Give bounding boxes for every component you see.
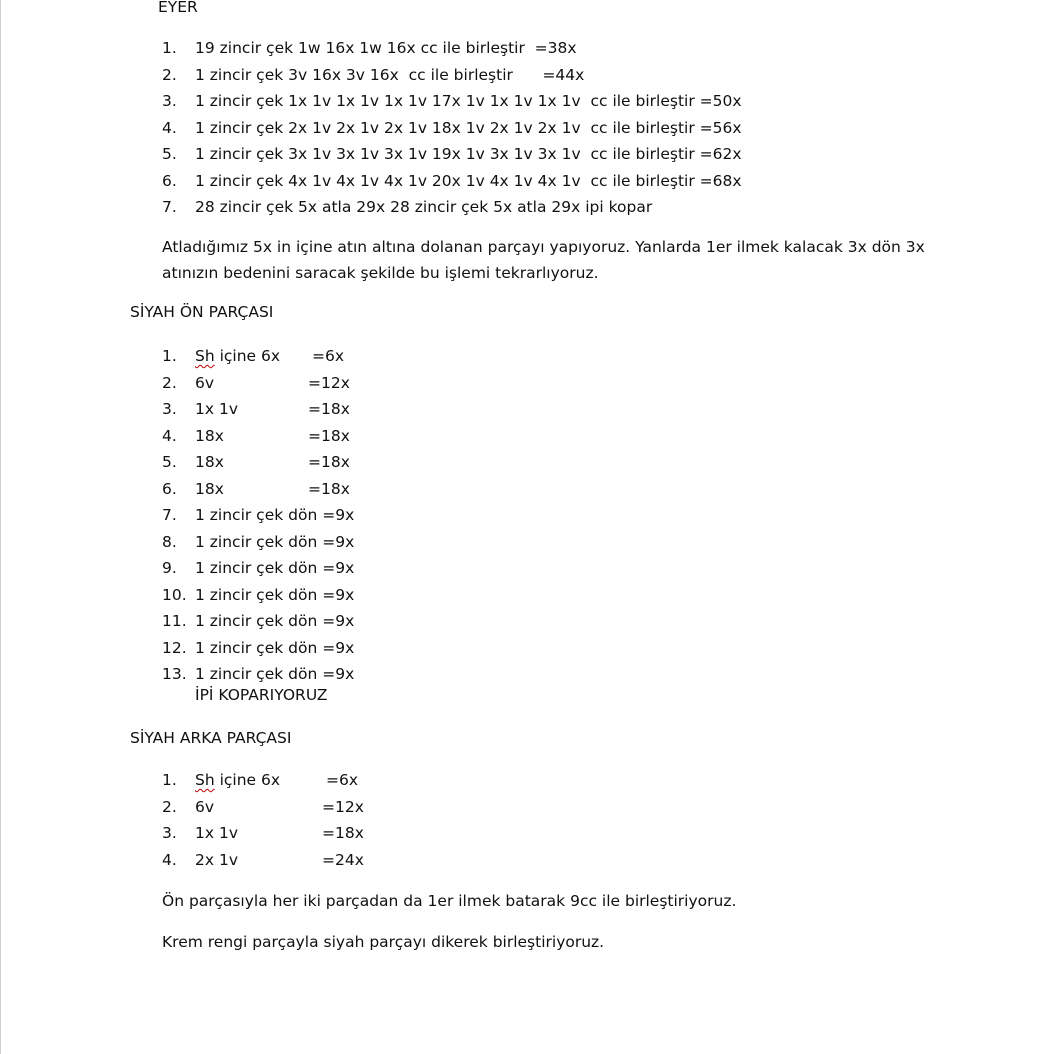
item-number: 2.	[162, 373, 177, 392]
item-text: 1 zincir çek dön =9x	[195, 585, 355, 604]
item-text: 1 zincir çek dön =9x	[195, 559, 355, 577]
item-text: 18x	[195, 479, 224, 498]
item-number: 11.	[162, 612, 187, 630]
item-number: 4.	[162, 118, 177, 137]
item-text: 1 zincir çek dön =9x	[195, 638, 355, 657]
section-title-front: SİYAH ÖN PARÇASI	[130, 303, 274, 321]
item-number: 5.	[162, 453, 177, 471]
item-text: 1 zincir çek 2x 1v 2x 1v 2x 1v 18x 1v 2x 1v 2x 1v cc ile birleştir =56x	[195, 118, 742, 137]
item-text: 19 zincir çek 1w 16x 1w 16x cc ile birleştir =38x	[195, 39, 577, 57]
item-result: =12x	[322, 797, 364, 816]
eyer-list	[162, 35, 982, 221]
item-text: 6v	[195, 797, 215, 816]
item-text: içine 6x	[214, 347, 281, 365]
item-text: 1 zincir çek dön =9x	[195, 532, 355, 551]
list-item	[162, 847, 562, 874]
item-text-wrap	[195, 343, 280, 370]
item-number: 2.	[162, 797, 177, 816]
item-number: 3.	[162, 824, 177, 842]
item-text: içine 6x	[214, 771, 281, 789]
back-note-1: Ön parçasıyla her iki parçadan da 1er ilmek batarak 9cc ile birleştiriyoruz.	[162, 892, 737, 910]
item-number: 2.	[162, 65, 177, 84]
list-item	[162, 476, 562, 503]
list-item	[162, 88, 982, 115]
back-list	[162, 767, 562, 873]
item-text: 1 zincir çek dön =9x	[195, 612, 355, 630]
list-item	[162, 62, 982, 89]
list-item	[162, 608, 562, 635]
item-text: 1x 1v	[195, 400, 238, 418]
item-number: 13.	[162, 665, 187, 683]
item-result: =18x	[308, 479, 350, 498]
spelling-underlined-word: Sh	[195, 347, 215, 365]
list-item	[162, 141, 982, 168]
section-title-eyer: EYER	[158, 0, 198, 16]
item-result: =18x	[308, 400, 350, 418]
back-note-2: Krem rengi parçayla siyah parçayı dikerek birleştiriyoruz.	[162, 933, 605, 951]
item-number: 7.	[162, 198, 177, 216]
item-number: 6.	[162, 479, 177, 498]
list-item	[162, 423, 562, 450]
list-item	[162, 35, 982, 62]
item-result: =18x	[308, 453, 350, 471]
item-number: 7.	[162, 506, 177, 524]
front-list	[162, 343, 562, 688]
item-number: 3.	[162, 92, 177, 110]
list-item	[162, 661, 562, 688]
item-text: 2x 1v	[195, 850, 238, 869]
item-text: 1 zincir çek 3v 16x 3v 16x cc ile birleştir =44x	[195, 65, 585, 84]
item-number: 9.	[162, 559, 177, 577]
item-text: 1x 1v	[195, 824, 238, 842]
item-number: 4.	[162, 850, 177, 869]
item-text: 18x	[195, 426, 224, 445]
list-item	[162, 582, 562, 609]
item-result: =6x	[326, 771, 359, 789]
item-number: 1.	[162, 39, 177, 57]
item-text: 1 zincir çek 1x 1v 1x 1v 1x 1v 17x 1v 1x 1v 1x 1v cc ile birleştir =50x	[195, 92, 742, 110]
list-item	[162, 396, 562, 423]
section-title-back: SİYAH ARKA PARÇASI	[130, 729, 292, 747]
front-end-note: İPİ KOPARIYORUZ	[195, 686, 328, 704]
item-number: 1.	[162, 771, 177, 789]
item-text: 1 zincir çek dön =9x	[195, 665, 355, 683]
list-item	[162, 767, 562, 794]
item-result: =6x	[312, 347, 345, 365]
item-number: 8.	[162, 532, 177, 551]
item-number: 4.	[162, 426, 177, 445]
item-number: 1.	[162, 347, 177, 365]
list-item	[162, 635, 562, 662]
item-text: 28 zincir çek 5x atla 29x 28 zincir çek 5x atla 29x ipi kopar	[195, 198, 653, 216]
list-item	[162, 502, 562, 529]
list-item	[162, 168, 982, 195]
item-number: 12.	[162, 638, 187, 657]
spelling-underlined-word: Sh	[195, 771, 215, 789]
list-item	[162, 449, 562, 476]
item-number: 3.	[162, 400, 177, 418]
item-result: =18x	[322, 824, 364, 842]
item-text: 6v	[195, 373, 215, 392]
list-item	[162, 343, 562, 370]
item-text: 1 zincir çek dön =9x	[195, 506, 355, 524]
item-number: 10.	[162, 585, 187, 604]
list-item	[162, 370, 562, 397]
list-item	[162, 194, 982, 221]
item-text-wrap	[195, 767, 280, 794]
list-item	[162, 820, 562, 847]
list-item	[162, 115, 982, 142]
list-item	[162, 529, 562, 556]
item-text: 1 zincir çek 4x 1v 4x 1v 4x 1v 20x 1v 4x 1v 4x 1v cc ile birleştir =68x	[195, 171, 742, 190]
item-number: 5.	[162, 145, 177, 163]
item-result: =12x	[308, 373, 350, 392]
item-result: =24x	[322, 850, 364, 869]
item-result: =18x	[308, 426, 350, 445]
eyer-note: Atladığımız 5x in içine atın altına dolanan parçayı yapıyoruz. Yanlarda 1er ilmek kalacak 3x dön 3x atınızın bedenini saracak şekilde bu işlemi tekrarlıyoruz.	[162, 238, 925, 282]
list-item	[162, 555, 562, 582]
item-text: 18x	[195, 453, 224, 471]
list-item	[162, 794, 562, 821]
item-number: 6.	[162, 171, 177, 190]
item-text: 1 zincir çek 3x 1v 3x 1v 3x 1v 19x 1v 3x 1v 3x 1v cc ile birleştir =62x	[195, 145, 742, 163]
